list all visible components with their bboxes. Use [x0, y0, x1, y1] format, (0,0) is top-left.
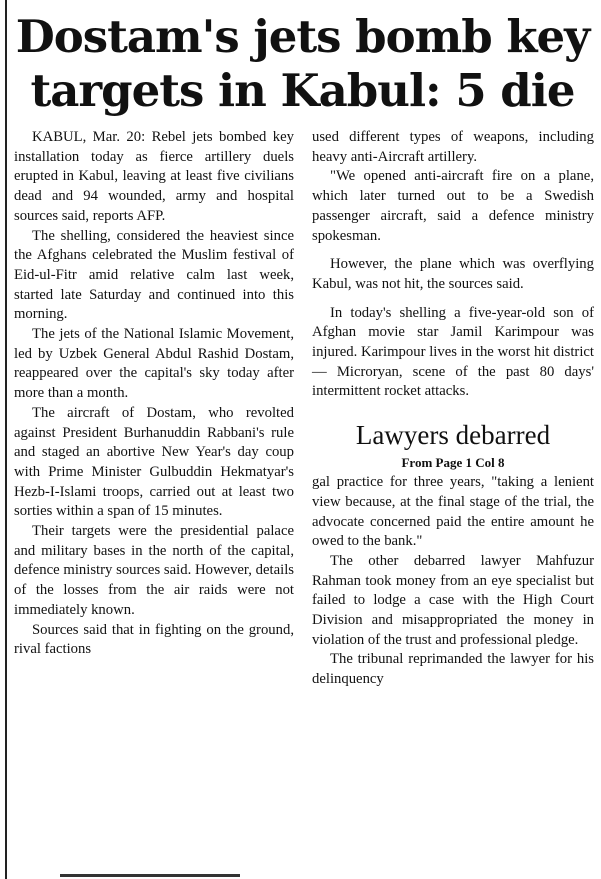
article-paragraph: However, the plane which was overflying Kabul, was not hit, the sources said.	[312, 256, 594, 292]
story-subhead: Lawyers debarred	[355, 420, 551, 451]
article-paragraph: Sources said that in fighting on the ground, rival factions	[14, 621, 294, 658]
article-paragraph: used different types of weapons, including heavy anti-Aircraft artillery.	[312, 129, 594, 165]
article-paragraph: Their targets were the presidential palace and military bases in the north of the capital, defence ministry sources said. However, details of the losses from the air raids were not immediately known.	[14, 523, 294, 618]
article-column-left	[14, 128, 294, 660]
article-paragraph: The aircraft of Dostam, who revolted against President Burhanuddin Rabbani's rule and staged an abortive New Year's day coup with Prime Minister Gulbuddin Hekmatyar's Hezb-I-Islami troops, carried out at least two sorties within a span of 15 minutes.	[14, 404, 294, 520]
jump-line: From Page 1 Col 8	[401, 455, 505, 471]
article-paragraph: "We opened anti-aircraft fire on a plane, which later turned out to be a Swedish passenger aircraft, said a defence ministry spokesman.	[312, 168, 594, 244]
column-rule	[5, 0, 7, 879]
story-paragraph: The tribunal reprimanded the lawyer for his delinquency	[312, 651, 594, 688]
headline: Dostam's jets bomb key targets in Kabul: 5 die	[15, 10, 590, 117]
article-paragraph: The jets of the National Islamic Movement, led by Uzbek General Abdul Rashid Dostam, reappeared over the capital's sky today after more than a month.	[14, 326, 294, 402]
article-column-right	[312, 128, 594, 690]
article-paragraph: The shelling, considered the heaviest since the Afghans celebrated the Muslim festival of Eid-ul-Fitr amid relative calm last week, started late Saturday and continued into this morning.	[14, 227, 294, 323]
story-paragraph: gal practice for three years, "taking a lenient view because, at the final stage of the trial, the advocate concerned paid the entire amount he owed to the bank."	[312, 474, 594, 550]
cut-off-heading-fragment	[60, 868, 240, 879]
story-paragraph: The other debarred lawyer Mahfuzur Rahman took money from an eye specialist but failed to lodge a case with the High Court Division and misappropriated the money in violation of the trust and professional pledge.	[312, 552, 594, 648]
article-paragraph: KABUL, Mar. 20: Rebel jets bombed key installation today as fierce artillery duels erupted in Kabul, leaving at least five civilians dead and 94 wounded, army and hospital sources said, reports AFP.	[14, 129, 294, 224]
article-paragraph: In today's shelling a five-year-old son of Afghan movie star Jamil Karimpour was injured. Karimpour lives in the worst hit district — Microryan, scene of the past 80 days' intermittent rocket attacks.	[312, 304, 594, 400]
